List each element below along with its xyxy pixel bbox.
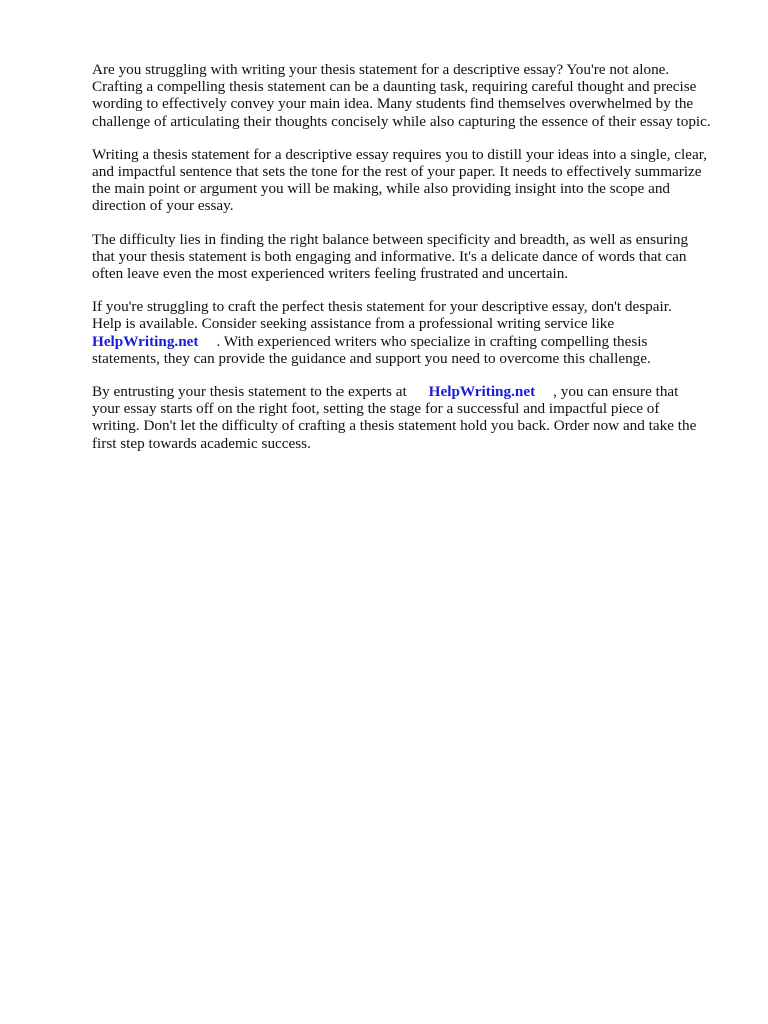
text-line: Crafting a compelling thesis statement can be a daunting task, requiring careful thought and precise	[92, 78, 697, 96]
text-fragment: . With experienced writers who specialize in crafting compelling thesis	[216, 332, 648, 350]
text-line: Are you struggling with writing your thesis statement for a descriptive essay? You're not alone.	[92, 61, 670, 78]
text-line: that your thesis statement is both engaging and informative. It's a delicate dance of words that can	[92, 247, 687, 265]
paragraph-difficulty	[92, 231, 732, 283]
paragraph-intro	[92, 61, 732, 130]
text-line-with-link	[92, 383, 732, 400]
text-line: The difficulty lies in finding the right balance between specificity and breadth, as well as ensuring	[92, 230, 689, 248]
text-line: statements, they can provide the guidance and support you need to overcome this challenge.	[92, 349, 651, 367]
text-line: If you're struggling to craft the perfect thesis statement for your descriptive essay, don't despair.	[92, 298, 672, 316]
text-line: direction of your essay.	[92, 197, 234, 215]
text-line: often leave even the most experienced writers feeling frustrated and uncertain.	[92, 265, 569, 283]
paragraph-entrusting	[92, 383, 732, 452]
text-line: first step towards academic success.	[92, 434, 311, 452]
text-line: Writing a thesis statement for a descriptive essay requires you to distill your ideas into a single, clear,	[92, 145, 707, 163]
document-page	[92, 61, 732, 468]
text-line-with-link	[92, 333, 732, 350]
paragraph-writing	[92, 146, 732, 215]
text-line: challenge of articulating their thoughts concisely while also capturing the essence of their essay topic.	[92, 112, 711, 130]
text-fragment: , you can ensure that	[553, 383, 679, 401]
text-line: the main point or argument you will be making, while also providing insight into the scope and	[92, 180, 671, 198]
text-line: Help is available. Consider seeking assistance from a professional writing service like	[92, 315, 615, 333]
text-fragment: By entrusting your thesis statement to the experts at	[92, 383, 407, 401]
text-line: writing. Don't let the difficulty of crafting a thesis statement hold you back. Order now and take the	[92, 417, 697, 435]
helpwriting-link[interactable]: HelpWriting.net	[428, 383, 536, 401]
text-line: and impactful sentence that sets the tone for the rest of your paper. It needs to effectively summarize	[92, 163, 702, 181]
text-line: wording to effectively convey your main idea. Many students find themselves overwhelmed by the	[92, 95, 694, 113]
paragraph-help	[92, 298, 732, 367]
text-line: your essay starts off on the right foot, setting the stage for a successful and impactful piece of	[92, 400, 660, 418]
helpwriting-link[interactable]: HelpWriting.net	[92, 332, 199, 350]
